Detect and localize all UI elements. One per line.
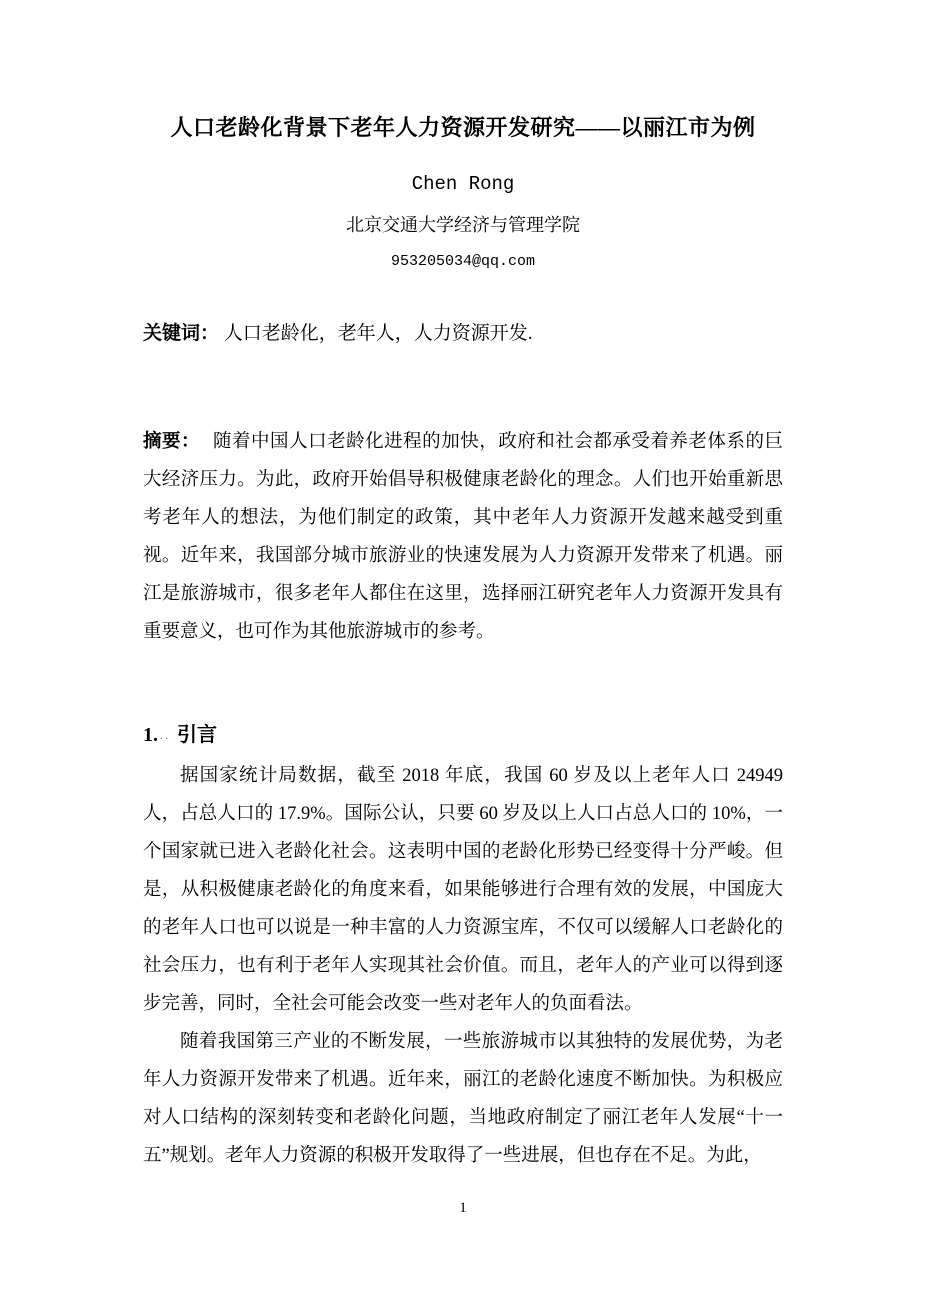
affiliation: 北京交通大学经济与管理学院 [346, 215, 580, 235]
author-email: 953205034@qq.com [390, 253, 536, 270]
abstract-label: 摘要： [143, 432, 201, 452]
paper-title: 人口老龄化背景下老年人力资源开发研究——以丽江市为例 [170, 115, 756, 140]
section-1-format-dots: .. [160, 731, 171, 742]
section-1-title: 引言 [177, 724, 217, 746]
keywords-line [143, 321, 783, 347]
keywords-text: 人口老龄化，老年人，人力资源开发. [223, 323, 533, 344]
author-name: Chen Rong [411, 173, 515, 195]
section-1-paragraph-2: 随着我国第三产业的不断发展，一些旅游城市以其独特的发展优势，为老年人力资源开发带来了机遇。近年来，丽江的老龄化速度不断加快。为积极应对人口结构的深刻转变和老龄化问题，当地政府制定了丽江老年人发展“十一五”规划。老年人力资源的积极开发取得了一些进展，但也存在不足。为此， [143, 1032, 783, 1166]
section-1-heading [143, 721, 783, 751]
abstract-paragraph [143, 423, 783, 651]
section-1-paragraph-1: 据国家统计局数据，截至 2018 年底，我国 60 岁及以上老年人口 24949 人，占总人口的 17.9%。国际公认，只要 60 岁及以上人口占总人口的 10%，一个国家就已进入老龄化社会。这表明中国的老龄化形势已经变得十分严峻。但是，从积极健康老龄化的角度来看，如果能够进行合理有效的发展，中国庞大的老年人口也可以说是一种丰富的人力资源宝库，不仅可以缓解人口老龄化的社会压力，也有利于老年人实现其社会价值。而且，老年人的产业可以得到逐步完善，同时，全社会可能会改变一些对老年人的负面看法。 [143, 766, 783, 1014]
keywords-label: 关键词： [143, 323, 220, 344]
page-number: 1 [459, 1200, 467, 1216]
section-1-number: 1. [143, 724, 158, 746]
abstract-text: 随着中国人口老龄化进程的加快，政府和社会都承受着养老体系的巨大经济压力。为此，政府开始倡导积极健康老龄化的理念。人们也开始重新思考老年人的想法，为他们制定的政策，其中老年人力资源开发越来越受到重视。近年来，我国部分城市旅游业的快速发展为人力资源开发带来了机遇。丽江是旅游城市，很多老年人都住在这里，选择丽江研究老年人力资源开发具有重要意义，也可作为其他旅游城市的参考。 [143, 432, 783, 642]
